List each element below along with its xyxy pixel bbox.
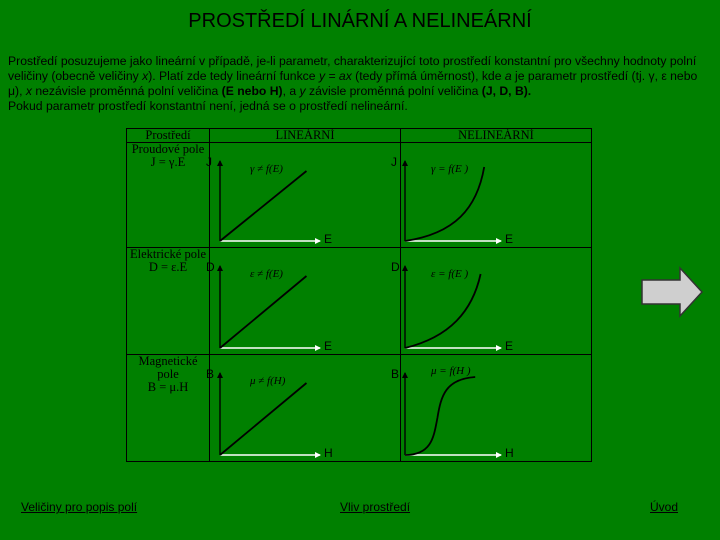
- x-axis-label: E: [324, 339, 333, 353]
- y-axis-label: B: [206, 367, 215, 381]
- y-axis-label: J: [206, 155, 212, 169]
- row-label-name: Elektrické pole: [129, 247, 206, 261]
- table-header-row: [127, 129, 592, 143]
- right-arrow-icon[interactable]: [640, 266, 704, 323]
- x-axis-label: E: [505, 339, 514, 353]
- y-axis-label: B: [391, 367, 400, 381]
- x-axis-label: H: [324, 446, 333, 460]
- table-row: [127, 355, 592, 462]
- y-axis-arrowhead: [402, 265, 408, 271]
- row-label-formula: D = ε.E: [148, 260, 188, 274]
- table-row: [127, 248, 592, 355]
- intro-var: y: [299, 84, 306, 98]
- link-home[interactable]: Úvod: [650, 500, 679, 514]
- row-label-name: Magnetické pole: [138, 354, 198, 381]
- parameter-formula: μ ≠ f(H): [250, 375, 286, 387]
- y-axis-arrowhead: [217, 372, 223, 378]
- y-axis-arrowhead: [402, 160, 408, 166]
- table-row: [127, 143, 592, 248]
- y-axis-label: D: [206, 260, 215, 274]
- row-label: [127, 248, 210, 355]
- characteristic-curve: [220, 171, 306, 241]
- y-axis-label: J: [391, 155, 397, 169]
- characteristic-curve: [405, 274, 481, 348]
- y-axis-arrowhead: [217, 265, 223, 271]
- intro-var: x: [25, 84, 32, 98]
- parameter-formula: γ = f(E ): [431, 163, 469, 175]
- nonlinear-plot-cell: [391, 248, 592, 355]
- intro-part: Prostředí posuzujeme jako lineární v případě, je-li parametr, charakterizující toto prostředí konstantní pro všechny hodnoty polní veličiny (obecně veličiny: [8, 54, 697, 83]
- link-medium-influence[interactable]: Vliv prostředí: [340, 500, 411, 514]
- y-axis-label: D: [391, 260, 400, 274]
- intro-part: závisle proměnná polní veličina: [305, 84, 482, 98]
- header-medium: Prostředí: [127, 129, 210, 143]
- x-axis-arrowhead: [496, 452, 502, 458]
- link-field-quantities[interactable]: Veličiny pro popis polí: [21, 500, 138, 514]
- intro-part: ). Platí zde tedy lineární funkce: [148, 69, 319, 83]
- row-label: [127, 355, 210, 462]
- row-label-name: Proudové pole: [131, 142, 205, 156]
- header-linear: LINEÁRNÍ: [210, 129, 401, 143]
- row-label: [127, 143, 210, 248]
- x-axis-label: E: [505, 232, 514, 246]
- row-label-formula: B = μ.H: [147, 380, 189, 394]
- intro-var: x: [142, 69, 149, 83]
- parameter-formula: ε = f(E ): [431, 268, 469, 280]
- intro-function: y = ax: [318, 69, 352, 83]
- linear-plot-cell: [206, 143, 401, 248]
- y-axis-arrowhead: [402, 372, 408, 378]
- intro-bold: (J, D, B).: [481, 84, 532, 98]
- intro-part: Pokud parametr prostředí konstantní není, jedná se o prostředí nelineární.: [8, 99, 408, 113]
- y-axis-arrowhead: [217, 160, 223, 166]
- intro-bold: (E nebo H): [221, 84, 283, 98]
- parameter-formula: γ ≠ f(E): [250, 163, 283, 175]
- intro-var: a: [504, 69, 512, 83]
- intro-part: (tedy přímá úměrnost), kde: [351, 69, 505, 83]
- characteristic-curve: [220, 276, 306, 348]
- x-axis-label: H: [505, 446, 514, 460]
- header-nonlinear: NELINEÁRNÍ: [401, 129, 592, 143]
- x-axis-arrowhead: [315, 452, 321, 458]
- intro-part: je parametr prostředí (tj. γ, ε nebo μ),: [8, 69, 698, 98]
- x-axis-label: E: [324, 232, 333, 246]
- x-axis-arrowhead: [496, 345, 502, 351]
- x-axis-arrowhead: [315, 238, 321, 244]
- parameter-formula: ε ≠ f(E): [250, 268, 283, 280]
- intro-part: nezávisle proměnná polní veličina: [31, 84, 222, 98]
- parameter-formula: μ = f(H ): [431, 365, 471, 377]
- linear-plot-cell: [206, 248, 401, 355]
- x-axis-arrowhead: [496, 238, 502, 244]
- characteristic-curve: [220, 383, 306, 455]
- nonlinear-plot-cell: [391, 355, 592, 462]
- intro-part: , a: [282, 84, 300, 98]
- media-table: [126, 128, 592, 462]
- linear-plot-cell: [206, 355, 401, 462]
- page-title: PROSTŘEDÍ LINÁRNÍ A NELINEÁRNÍ: [188, 10, 532, 32]
- x-axis-arrowhead: [315, 345, 321, 351]
- row-label-formula: J = γ.E: [150, 155, 186, 169]
- nonlinear-plot-cell: [391, 143, 592, 248]
- characteristic-curve: [405, 377, 475, 455]
- intro-text: [8, 54, 712, 114]
- characteristic-curve: [405, 167, 484, 241]
